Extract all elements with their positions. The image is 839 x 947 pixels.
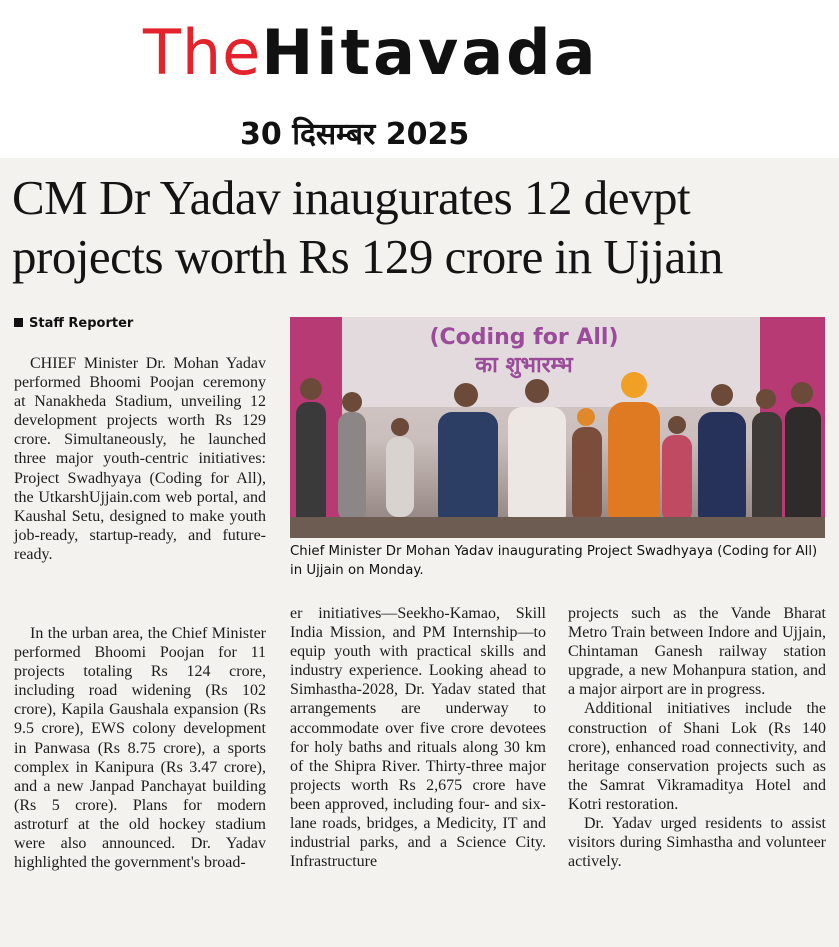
photo-caption: Chief Minister Dr Mohan Yadav inaugurating Project Swadhyaya (Coding for All) in Ujjain on Monday. [290,544,818,578]
paragraph: er initiatives—Seekho-Kamao, Skill India Mission, and PM Internship—to equip youth with practical skills and industry experience. Looking ahead to Simhastha-2028, Dr. Yadav stated that arrangements are underway to accommodate over five crore devotees for holy baths and rituals along 30 km of the Shipra River. Thirty-three major projects worth Rs 2,675 crore have been approved, including four- and six-lane roads, bridges, a Medicity, IT and industrial parks, and a Science City. Infrastructure [290,605,546,871]
newspaper-masthead [0,0,839,158]
article-column-1-top [14,354,266,564]
article-clipping [0,158,839,947]
byline-square-icon [14,318,23,327]
article-photo [290,317,825,538]
publication-date: 30 दिसम्बर 2025 [240,117,470,152]
paragraph: CHIEF Minister Dr. Mohan Yadav performed Bhoomi Poojan ceremony at Nanakheda Stadium, unveiling 12 development projects worth Rs 129 crore. Simultaneously, he launched three major youth-centric initiatives: Project Swadhyaya (Coding for All), the UtkarshUjjain.com web portal, and Kaushal Setu, designed to make youth job-ready, startup-ready, and future-ready. [14,355,266,563]
paragraph: projects such as the Vande Bharat Metro Train between Indore and Ujjain, Chintaman Ganesh railway station upgrade, a new Mohanpura station, and a major airport are in progress. [568,605,826,699]
banner-text-line2: का शुभारम्भ [475,353,573,378]
event-stage-photo [290,317,825,538]
newspaper-logo [143,18,598,88]
article-headline: CM Dr Yadav inaugurates 12 devpt projects worth Rs 129 crore in Ujjain [12,170,723,284]
article-column-1-bottom [14,624,266,872]
logo-the: The [143,16,262,89]
article-column-3 [568,604,826,871]
paragraph: Dr. Yadav urged residents to assist visitors during Simhastha and volunteer actively. [568,815,826,871]
article-column-2 [290,604,546,871]
logo-name: Hitavada [261,16,599,89]
paragraph: In the urban area, the Chief Minister performed Bhoomi Poojan for 11 projects totaling Rs 124 crore, including road widening (Rs 102 crore), Kapila Gaushala expansion (Rs 9.5 crore), EWS colony development in Panwasa (Rs 8.75 crore), a sports complex in Kanipura (Rs 3.47 crore), and a new Janpad Panchayat building (Rs 5 crore). Plans for modern astroturf at the old hockey stadium were also announced. Dr. Yadav highlighted the government's broad- [14,625,266,872]
byline-text: Staff Reporter [29,316,134,331]
paragraph: Additional initiatives include the construction of Shani Lok (Rs 140 crore), enhanced road connectivity, and heritage conservation projects such as the Samrat Vikramaditya Hotel and Kotri restoration. [568,700,826,813]
banner-text-line1: (Coding for All) [429,325,619,350]
byline [14,316,133,331]
